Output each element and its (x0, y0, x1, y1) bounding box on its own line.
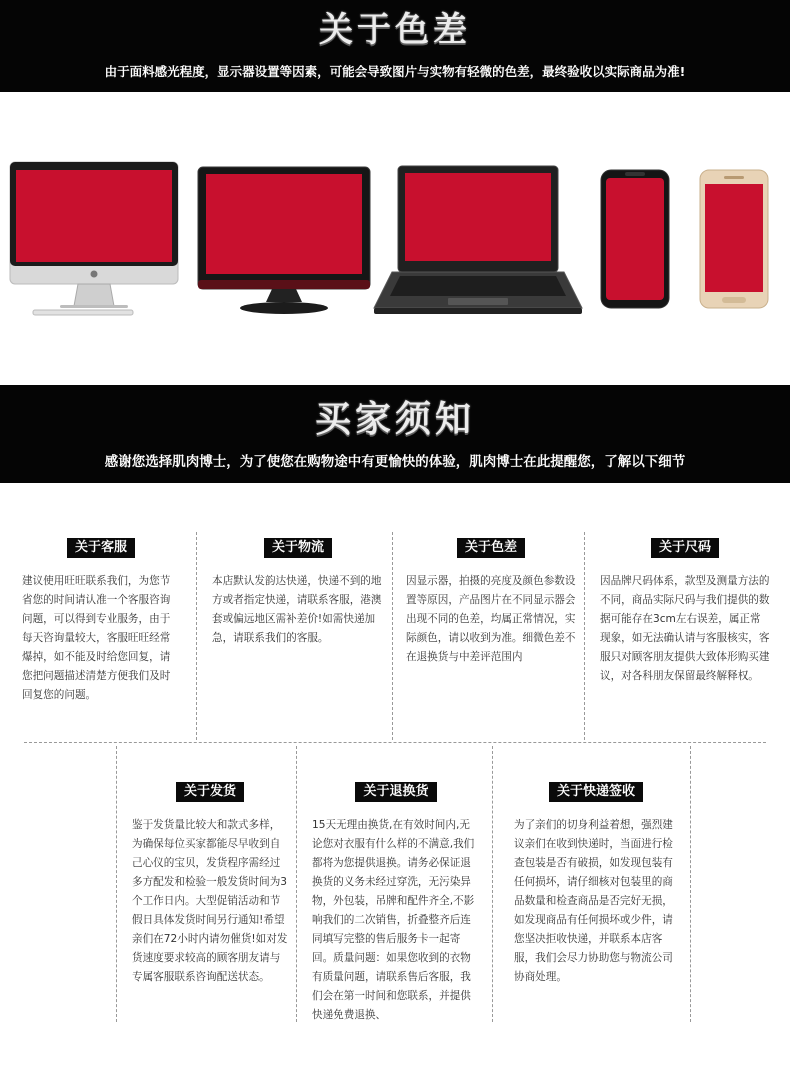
gold-phone-icon (700, 170, 768, 308)
notice-text: 因品牌尺码体系，款型及测量方法的不同，商品实际尺码与我们提供的数据可能存在3cm左右误差，属正常现象，如无法确认请与客服核实，客服只对顾客朋友提供大致体形购买建议，对各科朋友保留最终解释权。 (600, 575, 770, 682)
notice-color-difference (406, 538, 576, 667)
divider (584, 532, 585, 740)
notice-title: 关于尺码 (651, 538, 719, 558)
color-difference-banner (0, 0, 790, 92)
notice-title: 关于客服 (67, 538, 135, 558)
divider (24, 742, 766, 743)
divider (196, 532, 197, 740)
notice-text: 鉴于发货量比较大和款式多样，为确保每位买家都能尽早收到自己心仪的宝贝，发货程序需经过多方配发和检验一般发货时间为3个工作日内。大型促销活动和节假日具体发货时间另行通知!希望亲们在72小时内请勿催货!如对发货速度要求较高的顾客朋友请与专属客服联系咨询配送状态。 (132, 819, 288, 983)
notice-title: 关于色差 (457, 538, 525, 558)
color-difference-title: 关于色差 (319, 10, 471, 50)
laptop-icon (374, 166, 582, 314)
notice-text: 为了亲们的切身利益着想，强烈建议亲们在收到快递时，当面进行检查包装是否有破损，如发现包装有任何损坏，请仔细核对包装里的商品数量和检查商品是否完好无损，如发现商品有任何损坏或少件，请您坚决拒收快递，并联系本店客服，我们会尽力协助您与物流公司协商处理。 (514, 819, 673, 983)
divider (296, 746, 297, 1022)
divider (116, 746, 117, 1022)
color-difference-subtitle: 由于面料感光程度，显示器设置等因素，可能会导致图片与实物有轻微的色差，最终验收以实际商品为准! (104, 64, 686, 79)
notice-size (600, 538, 770, 686)
notice-shipping (132, 782, 288, 987)
notice-title: 关于快递签收 (549, 782, 643, 802)
notice-title: 关于退换货 (355, 782, 436, 802)
notice-logistics (212, 538, 384, 648)
notice-delivery-signoff (514, 782, 678, 987)
notice-title: 关于物流 (264, 538, 332, 558)
notice-text: 建议使用旺旺联系我们，为您节省您的时间请认准一个客服咨询问题，可以得到专业服务，由于每天咨询量较大，客服旺旺经常爆掉，如不能及时给您回复，请您把问题描述清楚方便我们及时回复您的问题。 (22, 575, 171, 701)
notice-title: 关于发货 (176, 782, 244, 802)
notice-text: 本店默认发韵达快递，快递不到的地方或者指定快递，请联系客服，港澳套或偏远地区需补差价!如需快递加急，请联系我们的客服。 (212, 575, 382, 644)
notice-text: 因显示器，拍摄的亮度及颜色参数设置等原因，产品图片在不同显示器会出现不同的色差，均属正常情况，实际颜色，请以收到为准。细微色差不在退换货与中差评范围内 (406, 575, 576, 663)
desktop-monitor-icon (10, 162, 178, 315)
notice-customer-service (22, 538, 180, 705)
notice-returns (312, 782, 480, 1025)
divider (492, 746, 493, 1022)
notice-text: 15天无理由换货,在有效时间内,无论您对衣服有什么样的不满意,我们都将为您提供退换。请务必保证退换货的义务未经过穿洗，无污染异物，外包装，吊牌和配件齐全,不影响我们的二次销售，折叠整齐后连同填写完整的售后服务卡一起寄回。质量问题：如果您收到的衣物有质量问题，请联系售后客服，我们会在第一时间和您联系，并提供快递免费退换、 (312, 819, 475, 1021)
devices-illustration (0, 140, 790, 330)
buyer-notice-title: 买家须知 (314, 399, 475, 440)
black-phone-icon (601, 170, 669, 308)
buyer-notice-banner (0, 385, 790, 483)
lcd-monitor-icon (198, 167, 370, 314)
divider (392, 532, 393, 740)
buyer-notice-subtitle: 感谢您选择肌肉博士，为了使您在购物途中有更愉快的体验，肌肉博士在此提醒您，了解以下细节 (104, 454, 686, 470)
divider (690, 746, 691, 1022)
